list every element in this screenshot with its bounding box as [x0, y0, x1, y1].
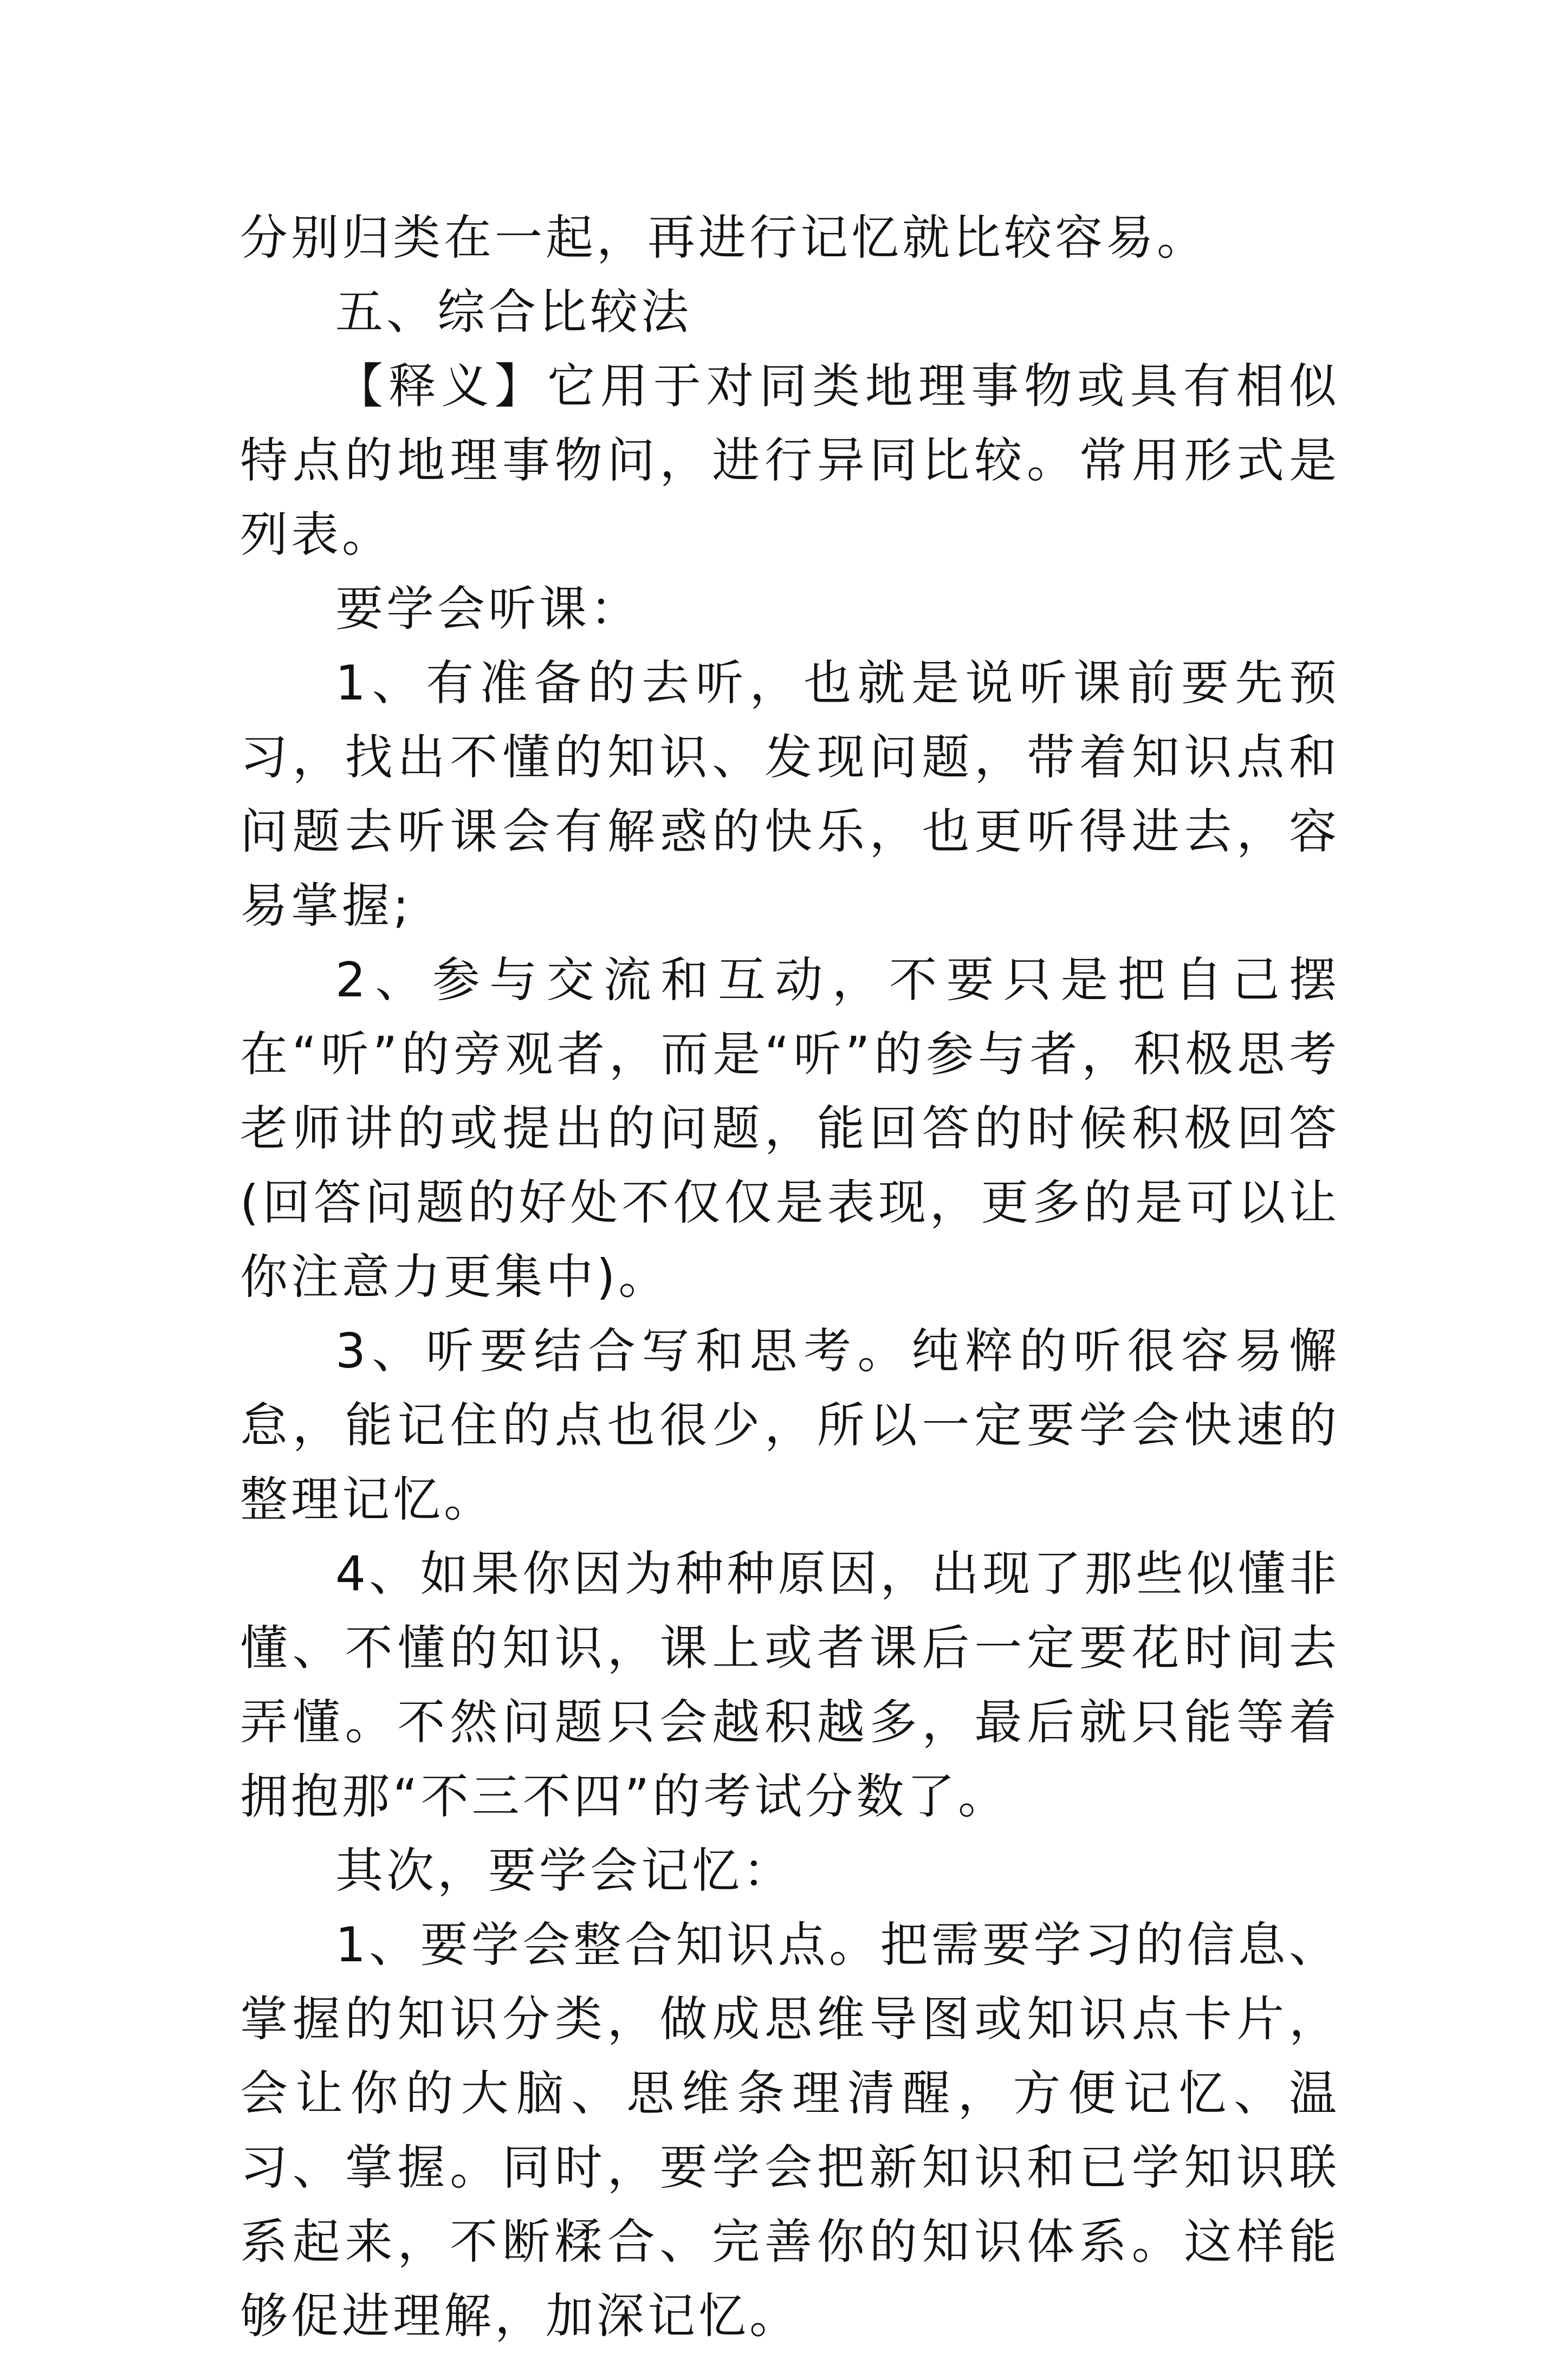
- paragraph: 【释义】它用于对同类地理事物或具有相似特点的地理事物问，进行异同比较。常用形式是列表。: [240, 358, 1340, 562]
- subheading: 要学会听课：: [335, 581, 642, 637]
- list-item: 1、有准备的去听，也就是说听课前要先预习，找出不懂的知识、发现问题，带着知识点和问题去听课会有解惑的快乐，也更听得进去，容易掌握;: [240, 655, 1340, 934]
- subheading: 其次，要学会记忆：: [335, 1843, 794, 1898]
- list-item: 3、听要结合写和思考。纯粹的听很容易懈怠，能记住的点也很少，所以一定要学会快速的整理记忆。: [240, 1323, 1340, 1527]
- paragraph: 分别归类在一起，再进行记忆就比较容易。: [240, 210, 1208, 265]
- list-item: 2、参与交流和互动，不要只是把自己摆在“听”的旁观者，而是“听”的参与者，积极思考老师讲的或提出的问题，能回答的时候积极回答(回答问题的好处不仅仅是表现，更多的是可以让你注意力更集中)。: [240, 952, 1340, 1305]
- list-item: 4、如果你因为种种原因，出现了那些似懂非懂、不懂的知识，课上或者课后一定要花时间去弄懂。不然问题只会越积越多，最后就只能等着拥抱那“不三不四”的考试分数了。: [240, 1546, 1340, 1824]
- list-item: 1、要学会整合知识点。把需要学习的信息、掌握的知识分类，做成思维导图或知识点卡片，会让你的大脑、思维条理清醒，方便记忆、温习、掌握。同时，要学会把新知识和已学知识联系起来，不断糅合、完善你的知识体系。这样能够促进理解，加深记忆。: [240, 1917, 1340, 2344]
- document-body: [240, 200, 1340, 2353]
- section-heading: 五、综合比较法: [335, 284, 692, 340]
